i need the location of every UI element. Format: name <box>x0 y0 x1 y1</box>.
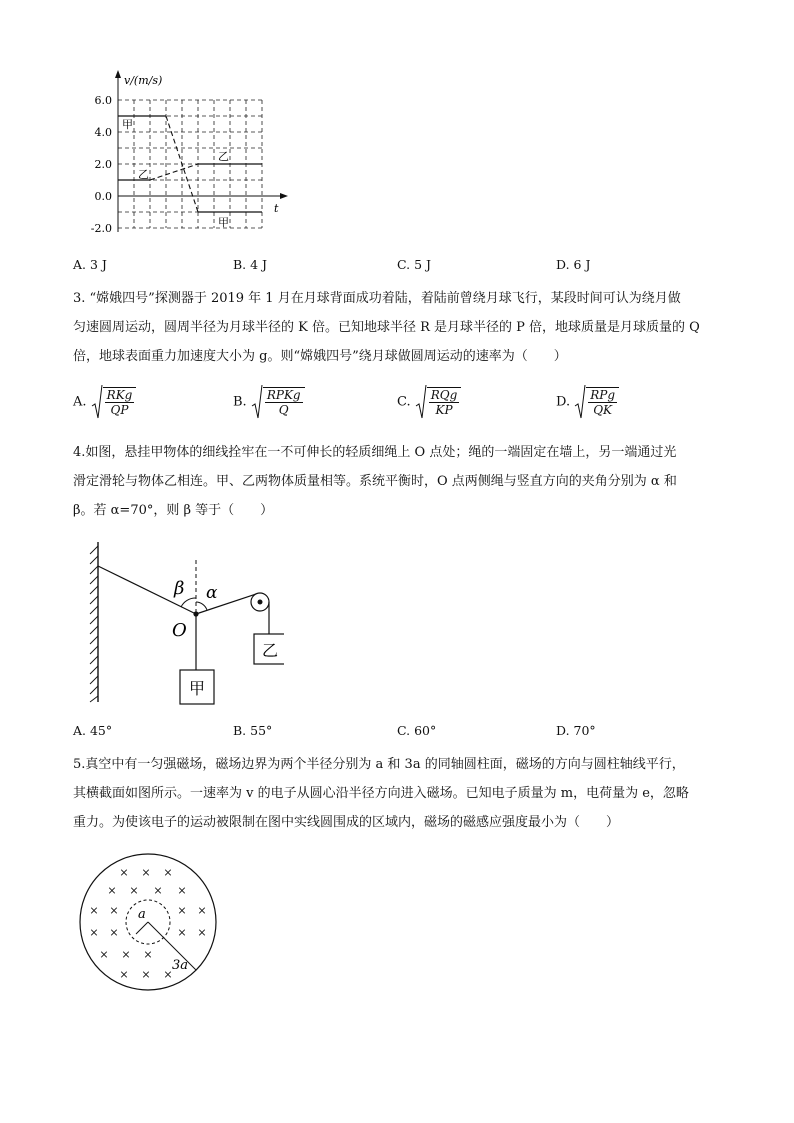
outer-radius-label: 3a <box>172 958 189 973</box>
q3-line-3: 倍，地球表面重力加速度大小为 g。则“嫦娥四号”绕月球做圆周运动的速率为（ ） <box>73 349 567 364</box>
q5-figure <box>76 852 226 1002</box>
y-tick-6: 6.0 <box>94 94 112 107</box>
sqrt-symbol <box>91 384 137 420</box>
q5-line-1: 5.真空中有一匀强磁场，磁场边界为两个半径分别为 a 和 3a 的同轴圆柱面，磁场的方向与圆柱轴线平行， <box>73 757 685 772</box>
sqrt-symbol <box>415 384 462 420</box>
q2-option-c: C. 5 J <box>397 257 432 272</box>
svg-text:×: × <box>163 968 173 981</box>
q3-option-c-label: C. <box>397 394 411 410</box>
q5-line-3: 重力。为使该电子的运动被限制在图中实线圆围成的区域内，磁场的磁感应强度最小为（ ） <box>73 815 620 830</box>
svg-text:×: × <box>197 926 207 939</box>
svg-text:×: × <box>129 884 139 897</box>
svg-text:×: × <box>177 926 187 939</box>
q4-option-a: A. 45° <box>73 723 113 738</box>
inner-radius <box>136 922 148 934</box>
svg-text:×: × <box>119 968 129 981</box>
svg-text:×: × <box>163 866 173 879</box>
svg-text:×: × <box>109 926 119 939</box>
y-axis-label: v/(m/s) <box>124 74 163 87</box>
q4-option-c: C. 60° <box>397 723 437 738</box>
svg-text:×: × <box>89 904 99 917</box>
label-jia-bottom: 甲 <box>218 216 229 229</box>
q5-line-2: 其横截面如图所示。一速率为 v 的电子从圆心沿半径方向进入磁场。已知电子质量为 m，电荷量为 e，忽略 <box>73 786 689 801</box>
q5-stem <box>73 750 723 837</box>
sqrt-symbol <box>574 384 619 420</box>
q4-option-b: B. 55° <box>233 723 273 738</box>
svg-text:×: × <box>153 884 163 897</box>
svg-text:×: × <box>121 948 131 961</box>
sqrt-symbol <box>251 384 305 420</box>
q3-option-d-fraction: $\frac{\text{RPg}}{QK}$ <box>586 387 619 417</box>
velocity-time-chart <box>80 66 300 246</box>
q4-line-3: β。若 α=70°，则 β 等于（ ） <box>73 503 274 518</box>
y-tick-labels <box>91 94 112 235</box>
q3-line-1: 3. “嫦娥四号”探测器于 2019 年 1 月在月球背面成功着陆，着陆前曾绕月球飞行，某段时间可认为绕月做 <box>73 291 681 306</box>
field-markers <box>89 866 206 981</box>
q2-option-a: A. 3 J <box>73 257 107 272</box>
q3-option-a <box>73 384 136 420</box>
svg-text:×: × <box>177 904 187 917</box>
svg-text:×: × <box>197 904 207 917</box>
svg-text:×: × <box>119 866 129 879</box>
q2-option-b: B. 4 J <box>233 257 268 272</box>
pulley-axle <box>258 600 263 605</box>
alpha-label: α <box>206 583 218 603</box>
svg-text:×: × <box>99 948 109 961</box>
q3-option-d <box>556 384 619 420</box>
svg-text:×: × <box>141 968 151 981</box>
y-tick-2: 2.0 <box>94 158 112 171</box>
y-tick-4: 4.0 <box>94 126 112 139</box>
q4-figure <box>84 536 284 708</box>
block-yi-label: 乙 <box>261 641 279 660</box>
y-axis-arrow <box>115 70 121 78</box>
q4-option-d: D. 70° <box>556 723 596 738</box>
inner-radius-label: a <box>138 907 146 922</box>
q3-option-b-label: B. <box>233 394 247 410</box>
wall-hatching <box>90 546 98 702</box>
alpha-arc <box>196 602 207 610</box>
q3-option-a-fraction: $\frac{\text{RKg}}{QP}$ <box>103 387 137 417</box>
q4-line-1: 4.如图，悬挂甲物体的细线拴牢在一不可伸长的轻质细绳上 O 点处；绳的一端固定在墙上，另一端通过光 <box>73 445 677 460</box>
beta-label: β <box>174 578 185 599</box>
y-tick-neg2: -2.0 <box>90 222 112 235</box>
svg-text:×: × <box>141 866 151 879</box>
y-tick-0: 0.0 <box>94 190 112 203</box>
label-yi-left: 乙 <box>138 168 149 181</box>
x-axis-label: t <box>274 202 279 215</box>
series-yi-slope <box>150 164 198 180</box>
rope-to-pulley <box>196 594 256 614</box>
label-jia-top: 甲 <box>122 118 133 131</box>
q4-stem <box>73 438 723 525</box>
q3-option-a-label: A. <box>73 394 87 410</box>
beta-arc <box>181 598 196 607</box>
block-jia-label: 甲 <box>188 679 206 698</box>
point-o-label: O <box>172 620 187 641</box>
q3-option-c <box>397 384 461 420</box>
q4-line-2: 滑定滑轮与物体乙相连。甲、乙两物体质量相等。系统平衡时，O 点两侧绳与竖直方向的夹角分别为 α 和 <box>73 474 677 489</box>
q3-option-b-fraction: $\frac{\text{RPKg}}{Q}$ <box>263 387 305 417</box>
svg-text:×: × <box>143 948 153 961</box>
q3-option-c-fraction: $\frac{\text{RQg}}{KP}$ <box>427 387 462 417</box>
q3-option-d-label: D. <box>556 394 571 410</box>
svg-text:×: × <box>89 926 99 939</box>
q3-line-2: 匀速圆周运动，圆周半径为月球半径的 K 倍。已知地球半径 R 是月球半径的 P 倍，地球质量是月球质量的 Q <box>73 320 700 335</box>
q2-option-d: D. 6 J <box>556 257 591 272</box>
svg-text:×: × <box>177 884 187 897</box>
q3-option-b <box>233 384 305 420</box>
svg-text:×: × <box>109 904 119 917</box>
q3-stem <box>73 284 723 371</box>
label-yi-right: 乙 <box>218 150 229 163</box>
x-axis-arrow <box>280 193 288 199</box>
svg-text:×: × <box>107 884 117 897</box>
